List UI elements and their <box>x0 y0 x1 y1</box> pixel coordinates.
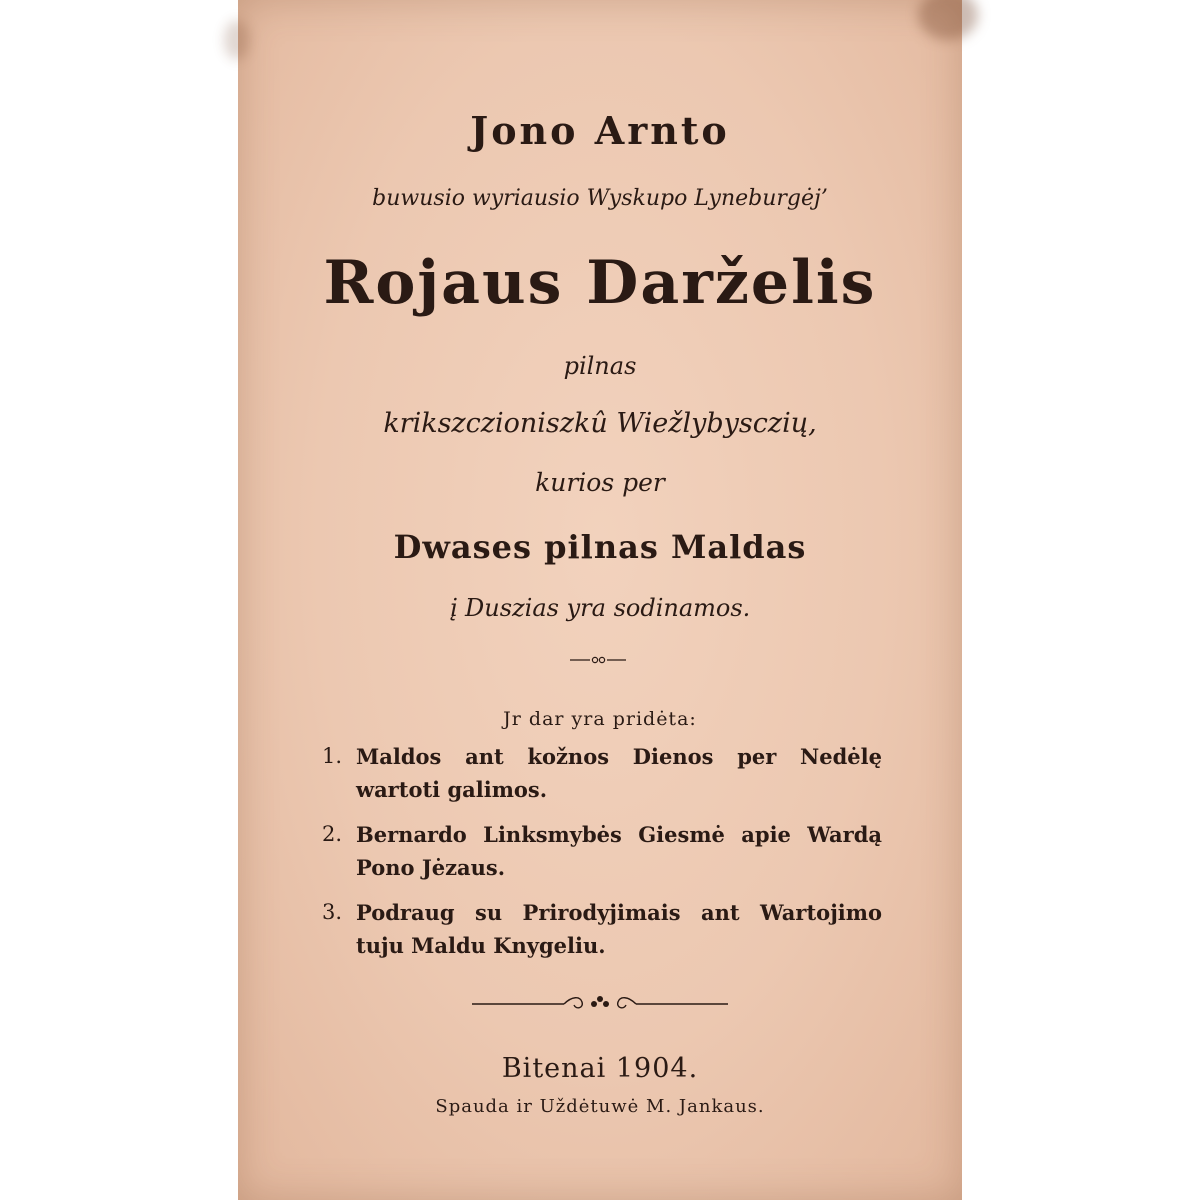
additions-list <box>322 740 882 974</box>
list-item <box>322 818 882 884</box>
list-item-number: 1. <box>322 744 343 768</box>
subtitle-line-prayers: Dwases pilnas Maldas <box>393 528 807 566</box>
list-item-text: Bernardo Linksmybės Giesmė apie Wardą Pono Jėzaus. <box>356 822 882 880</box>
foxing-stain <box>224 20 250 60</box>
scroll-flourish-ornament-icon <box>468 992 732 1016</box>
author-descriptor: buwusio wyriausio Wyskupo Lyneburgėj’ <box>372 186 828 211</box>
small-flourish-ornament-icon <box>568 653 628 667</box>
book-title: Rojaus Darželis <box>323 248 877 318</box>
list-item-number: 2. <box>322 822 343 846</box>
imprint-place-year: Bitenai 1904. <box>501 1053 699 1084</box>
foxing-stain <box>918 0 978 40</box>
subtitle-line-kurios: kurios per <box>535 468 665 497</box>
imprint-publisher: Spauda ir Uždėtuwė M. Jankaus. <box>435 1096 765 1117</box>
additions-heading: Jr dar yra pridėta: <box>503 708 697 730</box>
list-item-text: Maldos ant kožnos Dienos per Nedėlę wartoti galimos. <box>356 744 882 802</box>
subtitle-line-souls: į Duszias yra sodinamos. <box>449 594 751 622</box>
list-item-number: 3. <box>322 900 343 924</box>
subtitle-line-virtues: krikszczioniszkû Wiežlybysczių, <box>383 408 817 439</box>
list-item <box>322 896 882 962</box>
subtitle-line-pilnas: pilnas <box>563 352 637 380</box>
list-item-text: Podraug su Prirodyjimais ant Wartojimo tuju Maldu Knygeliu. <box>356 900 882 958</box>
book-title-page <box>238 0 962 1200</box>
list-item <box>322 740 882 806</box>
author-name: Jono Arnto <box>470 108 730 153</box>
